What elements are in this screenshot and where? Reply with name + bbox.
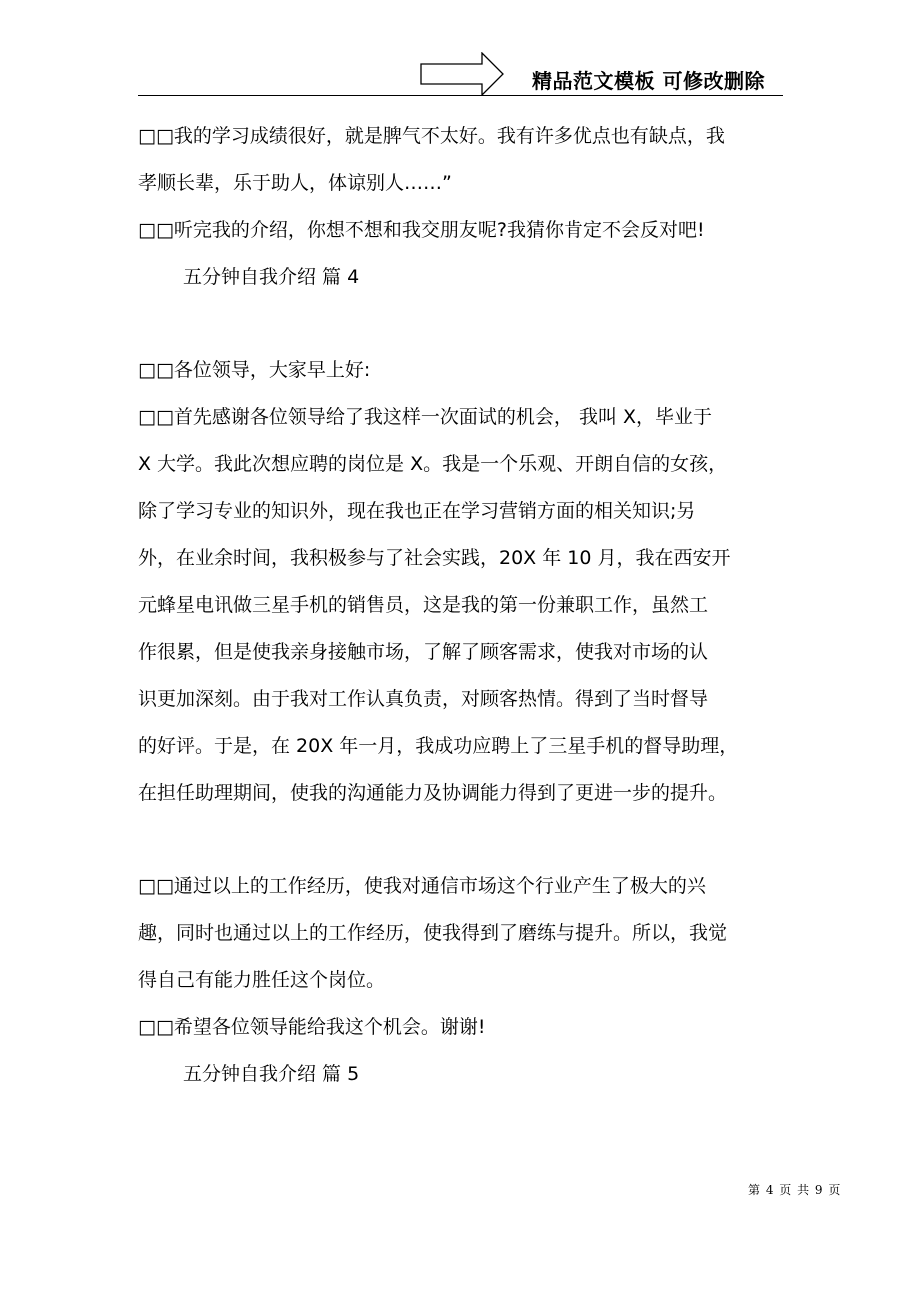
paragraph-line: 在担任助理期间，使我的沟通能力及协调能力得到了更进一步的提升。 <box>138 782 728 804</box>
paragraph-spacer <box>138 817 798 863</box>
paragraph-line: □□希望各位领导能给我这个机会。谢谢! <box>138 1016 486 1038</box>
header-title: 精品范文模板 可修改删除 <box>532 69 765 93</box>
paragraph-line: □□通过以上的工作经历，使我对通信市场这个行业产生了极大的兴 <box>138 875 706 897</box>
paragraph-line: 元蜂星电讯做三星手机的销售员，这是我的第一份兼职工作，虽然工 <box>138 594 709 616</box>
paragraph-line: □□我的学习成绩很好，就是脾气不太好。我有许多优点也有缺点，我 <box>138 125 725 147</box>
paragraph-line: □□首先感谢各位领导给了我这样一次面试的机会， 我叫 X，毕业于 <box>138 406 713 428</box>
header-divider <box>138 95 783 96</box>
paragraph-line: 识更加深刻。由于我对工作认真负责，对顾客热情。得到了当时督导 <box>138 688 709 710</box>
document-body <box>138 113 798 1098</box>
page-number: 第 4 页 共 9 页 <box>748 1183 842 1197</box>
section-heading: 五分钟自我介绍 篇 4 <box>183 266 360 288</box>
paragraph-line: 趣，同时也通过以上的工作经历，使我得到了磨练与提升。所以，我觉 <box>138 922 728 944</box>
paragraph-line: □□听完我的介绍，你想不想和我交朋友呢?我猜你肯定不会反对吧! <box>138 219 705 241</box>
paragraph-line: 作很累，但是使我亲身接触市场，了解了顾客需求，使我对市场的认 <box>138 641 709 663</box>
paragraph-line: 得自己有能力胜任这个岗位。 <box>138 969 386 991</box>
section-heading: 五分钟自我介绍 篇 5 <box>183 1063 360 1085</box>
paragraph-line: 外，在业余时间，我积极参与了社会实践，20X 年 10 月，我在西安开 <box>138 547 731 569</box>
paragraph-spacer <box>138 301 798 347</box>
paragraph-line: 除了学习专业的知识外，现在我也正在学习营销方面的相关知识;另 <box>138 500 696 522</box>
paragraph-line: X 大学。我此次想应聘的岗位是 X。我是一个乐观、开朗自信的女孩， <box>138 453 728 475</box>
right-arrow-icon <box>420 52 504 96</box>
paragraph-line: 孝顺长辈，乐于助人，体谅别人……” <box>138 172 452 194</box>
paragraph-line: □□各位领导，大家早上好: <box>138 359 371 381</box>
paragraph-line: 的好评。于是，在 20X 年一月，我成功应聘上了三星手机的督导助理， <box>138 735 739 757</box>
